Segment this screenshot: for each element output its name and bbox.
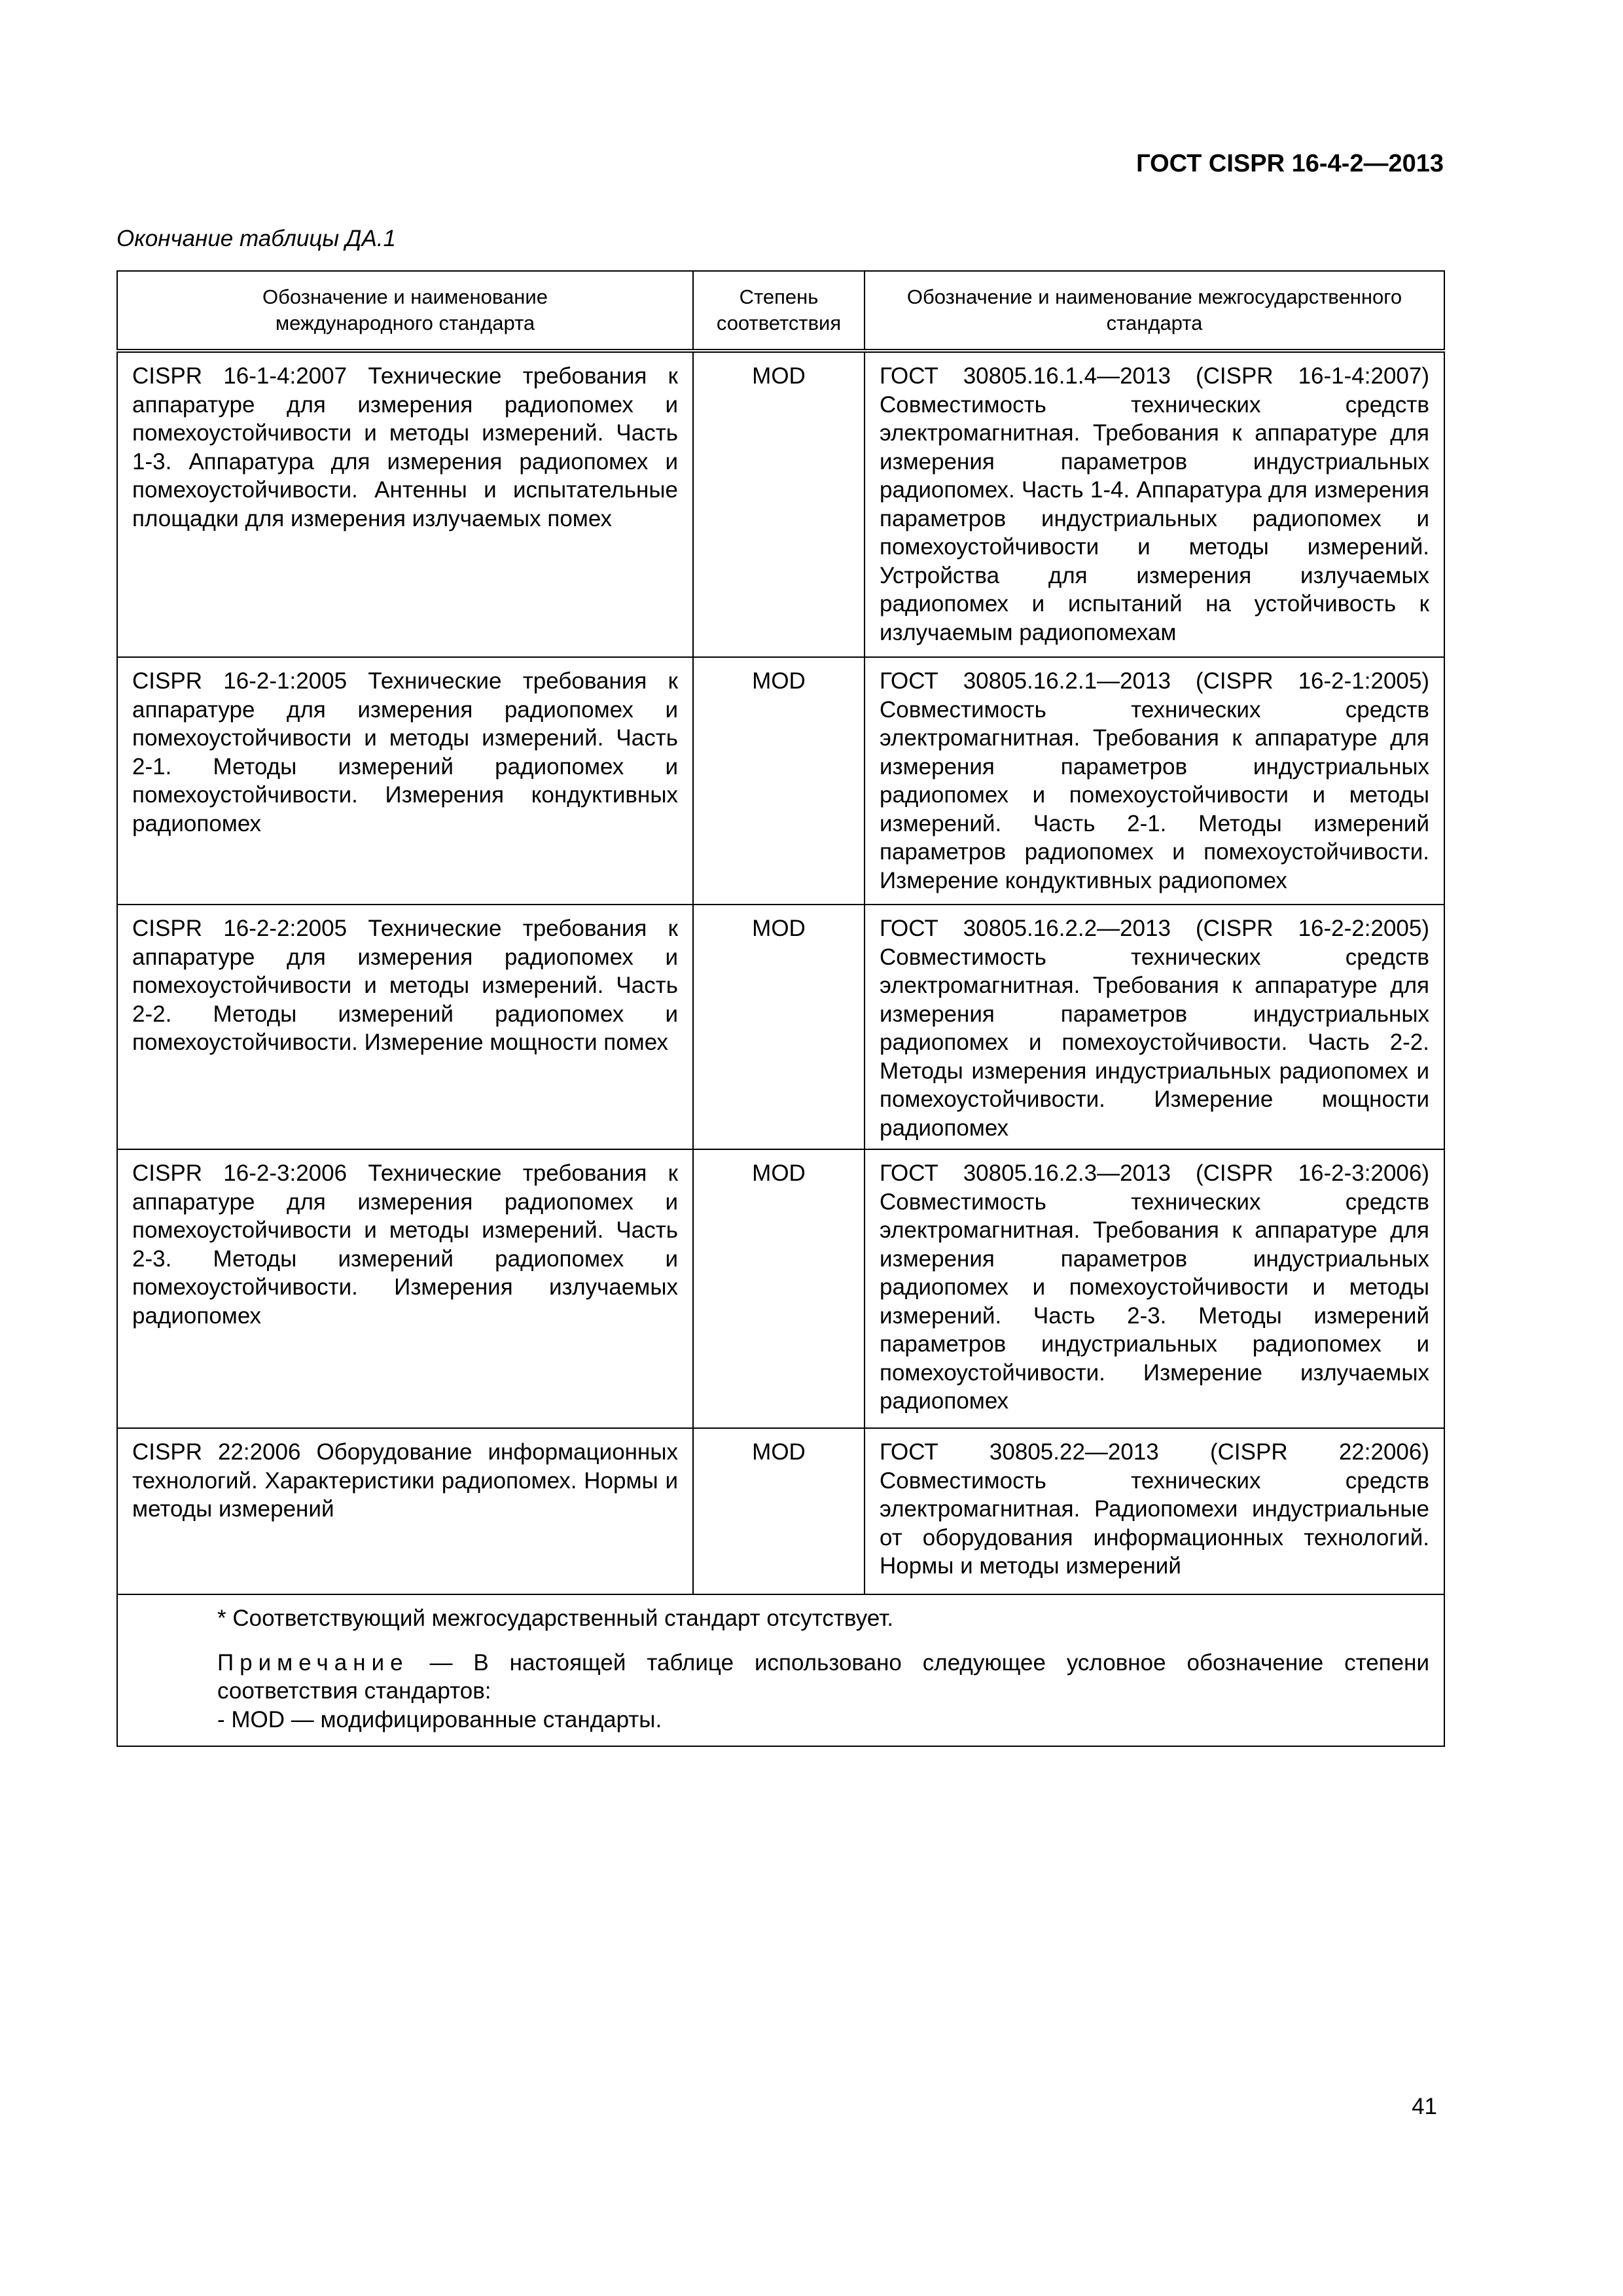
degree-cell: MOD: [693, 905, 865, 1149]
degree-cell: MOD: [693, 1149, 865, 1428]
standards-table: [116, 270, 1445, 1747]
international-standard-cell: CISPR 16-2-2:2005 Технические требования к аппаратуре для измерения радиопомех и помехоустойчивости и методы измерений. Часть 2-2. Методы измерений радиопомех и помехоустойчивости. Измерение мощности помех: [117, 905, 693, 1149]
table-row: [117, 905, 1444, 1149]
international-standard-cell: CISPR 16-2-1:2005 Технические требования к аппаратуре для измерения радиопомех и помехоустойчивости и методы измерений. Часть 2-1. Методы измерений радиопомех и помехоустойчивости. Измерения кондуктивных радиопомех: [117, 657, 693, 905]
note-label: Примечание: [217, 1649, 409, 1676]
interstate-standard-cell: ГОСТ 30805.16.2.2—2013 (CISPR 16-2-2:2005) Совместимость технических средств электромагнитная. Требования к аппаратуре для измерения параметров индустриальных радиопомех и помехоустойчивости. Часть 2-2. Методы измерения индустриальных радиопомех и помехоустойчивости. Измерение мощности радиопомех: [865, 905, 1444, 1149]
table-row: [117, 351, 1444, 657]
note-item: - MOD — модифицированные стандарты.: [217, 1706, 662, 1732]
interstate-standard-cell: ГОСТ 30805.16.2.3—2013 (CISPR 16-2-3:2006) Совместимость технических средств электромагнитная. Требования к аппаратуре для измерения параметров индустриальных радиопомех и помехоустойчивости и методы измерений. Часть 2-3. Методы измерений параметров индустриальных радиопомех и помехоустойчивости. Измерение излучаемых радиопомех: [865, 1149, 1444, 1428]
interstate-standard-cell: ГОСТ 30805.16.2.1—2013 (CISPR 16-2-1:2005) Совместимость технических средств электромагнитная. Требования к аппаратуре для измерения параметров индустриальных радиопомех и помехоустойчивости и методы измерений. Часть 2-1. Методы измерений параметров радиопомех и помехоустойчивости. Измерение кондуктивных радиопомех: [865, 657, 1444, 905]
international-standard-cell: CISPR 22:2006 Оборудование информационных технологий. Характеристики радиопомех. Нормы и методы измерений: [117, 1428, 693, 1594]
table-header-row: [117, 271, 1444, 351]
table-note: [132, 1649, 1429, 1706]
degree-cell: MOD: [693, 657, 865, 905]
table-footnote: * Соответствующий межгосударственный стандарт отсутствует.: [217, 1605, 894, 1631]
interstate-standard-cell: ГОСТ 30805.16.1.4—2013 (CISPR 16-1-4:2007) Совместимость технических средств электромагнитная. Требования к аппаратуре для измерения параметров индустриальных радиопомех. Часть 1-4. Аппаратура для измерения параметров индустриальных радиопомех и помехоустойчивости и методы измерений. Устройства для измерения излучаемых радиопомех и испытаний на устойчивость к излучаемым радиопомехам: [865, 351, 1444, 657]
degree-cell: MOD: [693, 1428, 865, 1594]
document-header: ГОСТ CISPR 16-4-2—2013: [1136, 150, 1444, 177]
international-standard-cell: CISPR 16-2-3:2006 Технические требования к аппаратуре для измерения радиопомех и помехоустойчивости и методы измерений. Часть 2-3. Методы измерений радиопомех и помехоустойчивости. Измерения излучаемых радиопомех: [117, 1149, 693, 1428]
interstate-standard-cell: ГОСТ 30805.22—2013 (CISPR 22:2006) Совместимость технических средств электромагнитная. Радиопомехи индустриальные от оборудования информационных технологий. Нормы и методы измерений: [865, 1428, 1444, 1594]
column-header-international: Обозначение и наименование международного стандарта: [117, 271, 693, 351]
table-notes: [117, 1594, 1444, 1746]
table-row: [117, 657, 1444, 905]
column-header-interstate: Обозначение и наименование межгосударственного стандарта: [865, 271, 1444, 351]
degree-cell: MOD: [693, 351, 865, 657]
note-text: — В настоящей таблице использовано следующее условное обозначение степени соответствия стандартов:: [217, 1649, 1429, 1704]
table-notes-row: [117, 1594, 1444, 1746]
column-header-degree: Степень соответствия: [693, 271, 865, 351]
international-standard-cell: CISPR 16-1-4:2007 Технические требования к аппаратуре для измерения радиопомех и помехоустойчивости и методы измерений. Часть 1-3. Аппаратура для измерения радиопомех и помехоустойчивости. Антенны и испытательные площадки для измерения излучаемых помех: [117, 351, 693, 657]
page-number: 41: [1412, 2094, 1437, 2119]
table-row: [117, 1149, 1444, 1428]
table-caption: Окончание таблицы ДА.1: [116, 226, 396, 251]
table-row: [117, 1428, 1444, 1594]
